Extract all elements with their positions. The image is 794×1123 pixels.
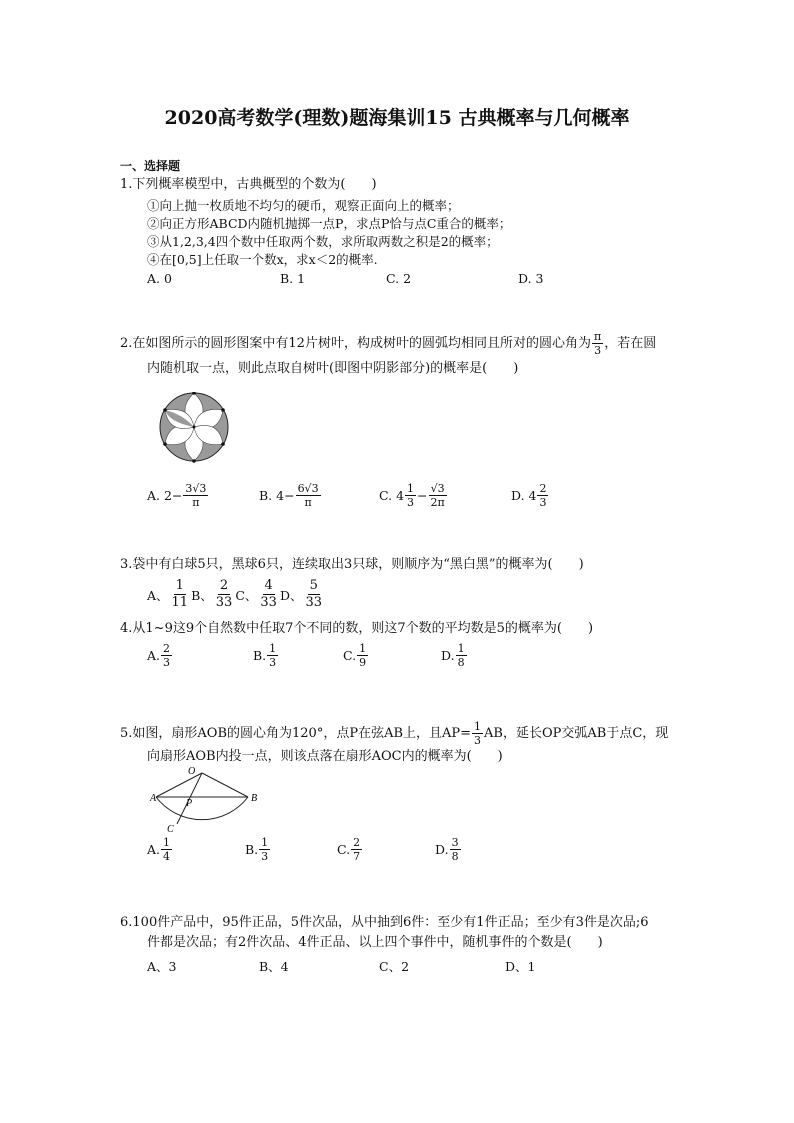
q2-opt-c-pre: C. 4 xyxy=(379,488,405,503)
q3-options xyxy=(147,578,325,611)
q4-opt-c-num: 1 xyxy=(359,642,367,655)
q6-stem-b: 件都是次品；有2件次品、4件正品、以上四个事件中，随机事件的个数是( ) xyxy=(147,935,603,950)
q5-ap-num: 1 xyxy=(474,720,482,733)
q2-option-c xyxy=(379,482,448,509)
q3-opt-b-den: 33 xyxy=(215,595,233,610)
q4-option-c xyxy=(343,642,369,669)
q5-opt-b-den: 3 xyxy=(261,850,269,863)
q2-opt-b-pre: B. 4− xyxy=(259,488,295,503)
q3-opt-c-num: 4 xyxy=(264,578,273,593)
q5-opt-b-label: B. xyxy=(245,842,259,857)
q4-opt-c-label: C. xyxy=(343,648,357,663)
q1-option-a: A. 0 xyxy=(147,271,172,286)
q3-opt-a-label: A、 xyxy=(147,587,169,603)
q1-item-3: ③从1,2,3,4四个数中任取两个数，求所取两数之积是2的概率； xyxy=(147,234,499,249)
q2-opt-c-f1-den: 3 xyxy=(407,496,415,509)
q5-ap-den: 3 xyxy=(474,734,482,747)
q2-option-a xyxy=(147,482,209,509)
q2-stem-a: 2.在如图所示的圆形图案中有12片树叶，构成树叶的圆弧均相同且所对的圆心角为 xyxy=(120,335,591,351)
q2-opt-d-den: 3 xyxy=(539,496,547,509)
q3-opt-a-num: 1 xyxy=(175,578,184,593)
q6-option-c: C、2 xyxy=(379,959,410,974)
q2-stem-b: ，若在圆 xyxy=(604,335,657,351)
q6-option-d: D、1 xyxy=(505,959,536,974)
q5-opt-a-label: A. xyxy=(147,842,161,857)
q2-option-d xyxy=(511,482,549,509)
q1-item-1: ①向上抛一枚质地不均匀的硬币，观察正面向上的概率； xyxy=(147,198,460,213)
q4-opt-b-num: 1 xyxy=(269,642,277,655)
q6-stem-a: 6.100件产品中，95件正品，5件次品，从中抽到6件：至少有1件正品；至少有3件是次品;6 xyxy=(120,915,649,930)
q4-opt-c-den: 9 xyxy=(359,656,367,669)
fig-label-a: A xyxy=(150,793,157,804)
q5-opt-b-num: 1 xyxy=(261,836,269,849)
fig-label-p: P xyxy=(186,798,193,809)
q3-opt-a-den: 11 xyxy=(171,595,189,610)
q2-opt-b-num: 6√3 xyxy=(297,482,319,495)
q1-stem: 1.下列概率模型中，古典概型的个数为( ) xyxy=(120,177,377,192)
leaf-pattern-figure xyxy=(148,392,244,464)
q2-opt-c-f2-den: 2π xyxy=(430,496,445,509)
fig-label-b: B xyxy=(251,793,258,804)
q4-opt-a-label: A. xyxy=(147,648,161,663)
q2-opt-b-den: π xyxy=(304,496,312,509)
q2-opt-d-num: 2 xyxy=(539,482,547,495)
q2-stem-line1 xyxy=(120,330,656,357)
q3-opt-c-den: 33 xyxy=(260,595,277,610)
q4-option-d xyxy=(441,642,468,669)
q2-angle-fraction xyxy=(592,330,603,357)
q5-opt-c-num: 2 xyxy=(353,836,361,849)
q2-opt-c-f1-num: 1 xyxy=(407,482,415,495)
q2-opt-d-pre: D. 4 xyxy=(511,488,537,503)
q4-opt-a-den: 3 xyxy=(163,656,171,669)
q3-opt-c-label: C、 xyxy=(235,587,258,603)
q3-opt-d-num: 5 xyxy=(309,578,318,593)
q4-opt-a-num: 2 xyxy=(163,642,171,655)
q2-opt-c-f2-num: √3 xyxy=(430,482,445,495)
q2-angle-num: π xyxy=(593,330,602,343)
q1-item-4: ④在[0,5]上任取一个数x，求x＜2的概率. xyxy=(147,252,378,267)
q1-option-b: B. 1 xyxy=(280,271,306,286)
q5-opt-d-num: 3 xyxy=(451,836,459,849)
q3-stem: 3.袋中有白球5只，黑球6只，连续取出3只球，则顺序为“黑白黑”的概率为( ) xyxy=(120,557,584,572)
q5-opt-c-den: 7 xyxy=(353,850,361,863)
q5-stem-b: AB，延长OP交弧AB于点C，现 xyxy=(484,725,669,741)
page-title: 2020高考数学(理数)题海集训15 古典概率与几何概率 xyxy=(164,107,630,129)
q4-option-b xyxy=(253,642,279,669)
sector-figure xyxy=(144,764,264,834)
q5-opt-a-num: 1 xyxy=(163,836,171,849)
q6-option-a: A、3 xyxy=(147,959,177,974)
q2-opt-c-mid: − xyxy=(417,488,428,503)
q4-stem: 4.从1~9这9个自然数中任取7个不同的数，则这7个数的平均数是5的概率为( ) xyxy=(120,621,594,636)
q5-option-d xyxy=(435,836,462,863)
q4-opt-d-den: 8 xyxy=(457,656,465,669)
fig-label-c: C xyxy=(167,824,174,834)
q5-stem-line1 xyxy=(120,720,668,747)
q2-stem-c: 内随机取一点，则此点取自树叶(即图中阴影部分)的概率是( ) xyxy=(147,361,519,376)
q2-opt-a-pre: A. 2− xyxy=(147,488,183,503)
q5-opt-d-label: D. xyxy=(435,842,449,857)
q3-opt-b-label: B、 xyxy=(191,587,213,603)
q5-opt-d-den: 8 xyxy=(451,850,459,863)
q5-opt-a-den: 4 xyxy=(163,850,171,863)
q1-option-c: C. 2 xyxy=(386,271,412,286)
q4-opt-d-label: D. xyxy=(441,648,455,663)
q6-option-b: B、4 xyxy=(259,959,289,974)
q3-opt-d-den: 33 xyxy=(305,595,323,610)
q2-opt-a-den: π xyxy=(192,496,200,509)
q5-stem-a: 5.如图，扇形AOB的圆心角为120°，点P在弦AB上，且AP= xyxy=(120,725,472,741)
q4-opt-d-num: 1 xyxy=(457,642,465,655)
q1-option-d: D. 3 xyxy=(518,271,544,286)
q5-option-a xyxy=(147,836,173,863)
q1-item-2: ②向正方形ABCD内随机抛掷一点P，求点P恰与点C重合的概率； xyxy=(147,216,512,231)
q5-option-b xyxy=(245,836,271,863)
q3-opt-b-num: 2 xyxy=(219,578,229,593)
q5-stem-c: 向扇形AOB内投一点，则该点落在扇形AOC内的概率为( ) xyxy=(147,749,503,764)
q4-option-a xyxy=(147,642,173,669)
q2-opt-a-num: 3√3 xyxy=(185,482,207,495)
q2-option-b xyxy=(259,482,322,509)
fig-label-o: O xyxy=(188,766,196,777)
q4-opt-b-label: B. xyxy=(253,648,267,663)
section-heading: 一、选择题 xyxy=(120,159,181,173)
q5-opt-c-label: C. xyxy=(337,842,351,857)
q2-angle-den: 3 xyxy=(594,344,602,357)
q3-opt-d-label: D、 xyxy=(279,587,303,603)
q4-opt-b-den: 3 xyxy=(269,656,277,669)
q5-option-c xyxy=(337,836,363,863)
